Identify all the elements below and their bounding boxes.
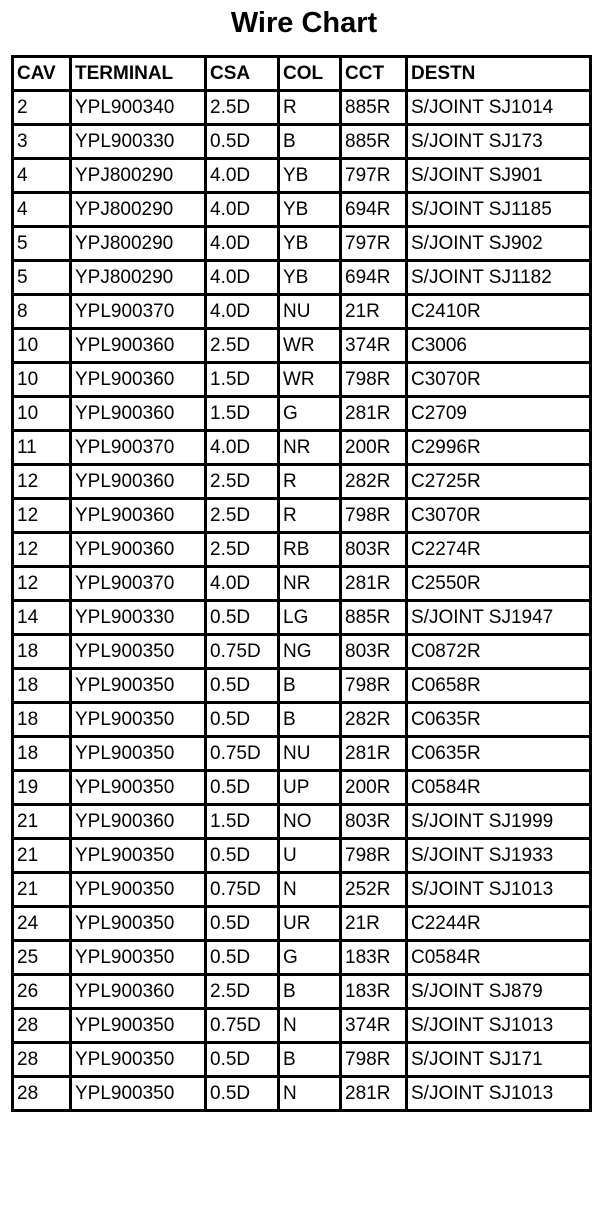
table-row bbox=[13, 873, 591, 907]
cell-destn: S/JOINT SJ879 bbox=[407, 975, 591, 1009]
cell-cct: 200R bbox=[341, 771, 407, 805]
cell-csa: 0.5D bbox=[206, 703, 279, 737]
cell-col: LG bbox=[279, 601, 341, 635]
cell-csa: 2.5D bbox=[206, 329, 279, 363]
cell-col: WR bbox=[279, 363, 341, 397]
cell-csa: 0.5D bbox=[206, 601, 279, 635]
cell-csa: 0.75D bbox=[206, 873, 279, 907]
table-row bbox=[13, 499, 591, 533]
cell-terminal: YPL900350 bbox=[71, 907, 206, 941]
cell-cav: 11 bbox=[13, 431, 71, 465]
table-row bbox=[13, 329, 591, 363]
cell-col: G bbox=[279, 941, 341, 975]
cell-destn: S/JOINT SJ1185 bbox=[407, 193, 591, 227]
cell-cav: 25 bbox=[13, 941, 71, 975]
cell-cct: 885R bbox=[341, 601, 407, 635]
header-terminal: TERMINAL bbox=[71, 57, 206, 91]
cell-cct: 885R bbox=[341, 91, 407, 125]
table-row bbox=[13, 975, 591, 1009]
table-row bbox=[13, 227, 591, 261]
cell-csa: 0.5D bbox=[206, 907, 279, 941]
table-row bbox=[13, 261, 591, 295]
cell-terminal: YPL900330 bbox=[71, 125, 206, 159]
cell-cav: 21 bbox=[13, 839, 71, 873]
cell-cct: 252R bbox=[341, 873, 407, 907]
table-row bbox=[13, 465, 591, 499]
cell-cav: 14 bbox=[13, 601, 71, 635]
cell-destn: C3006 bbox=[407, 329, 591, 363]
cell-destn: S/JOINT SJ1933 bbox=[407, 839, 591, 873]
cell-destn: S/JOINT SJ173 bbox=[407, 125, 591, 159]
cell-cct: 694R bbox=[341, 261, 407, 295]
cell-csa: 4.0D bbox=[206, 431, 279, 465]
table-row bbox=[13, 771, 591, 805]
cell-destn: S/JOINT SJ1013 bbox=[407, 1009, 591, 1043]
cell-col: NU bbox=[279, 295, 341, 329]
cell-col: NU bbox=[279, 737, 341, 771]
cell-cav: 4 bbox=[13, 193, 71, 227]
cell-col: G bbox=[279, 397, 341, 431]
cell-destn: C2550R bbox=[407, 567, 591, 601]
cell-cct: 798R bbox=[341, 1043, 407, 1077]
wire-chart-table bbox=[11, 55, 592, 1112]
cell-destn: C3070R bbox=[407, 499, 591, 533]
cell-destn: C3070R bbox=[407, 363, 591, 397]
cell-col: YB bbox=[279, 193, 341, 227]
cell-cct: 374R bbox=[341, 1009, 407, 1043]
header-destn: DESTN bbox=[407, 57, 591, 91]
cell-destn: C2244R bbox=[407, 907, 591, 941]
table-row bbox=[13, 363, 591, 397]
table-row bbox=[13, 91, 591, 125]
cell-destn: S/JOINT SJ1013 bbox=[407, 1077, 591, 1111]
table-row bbox=[13, 805, 591, 839]
cell-cav: 28 bbox=[13, 1009, 71, 1043]
cell-csa: 2.5D bbox=[206, 91, 279, 125]
table-row bbox=[13, 533, 591, 567]
cell-destn: C0872R bbox=[407, 635, 591, 669]
cell-terminal: YPL900350 bbox=[71, 669, 206, 703]
cell-cct: 282R bbox=[341, 465, 407, 499]
cell-cct: 798R bbox=[341, 839, 407, 873]
cell-csa: 1.5D bbox=[206, 805, 279, 839]
cell-csa: 4.0D bbox=[206, 227, 279, 261]
cell-terminal: YPJ800290 bbox=[71, 261, 206, 295]
cell-cav: 21 bbox=[13, 805, 71, 839]
cell-cct: 281R bbox=[341, 737, 407, 771]
cell-cav: 26 bbox=[13, 975, 71, 1009]
cell-destn: S/JOINT SJ1947 bbox=[407, 601, 591, 635]
cell-cav: 18 bbox=[13, 703, 71, 737]
cell-terminal: YPL900350 bbox=[71, 839, 206, 873]
cell-col: WR bbox=[279, 329, 341, 363]
cell-cct: 21R bbox=[341, 295, 407, 329]
cell-col: NO bbox=[279, 805, 341, 839]
cell-csa: 0.5D bbox=[206, 669, 279, 703]
cell-cav: 12 bbox=[13, 465, 71, 499]
cell-terminal: YPL900360 bbox=[71, 975, 206, 1009]
cell-col: YB bbox=[279, 159, 341, 193]
cell-cct: 282R bbox=[341, 703, 407, 737]
cell-cct: 281R bbox=[341, 1077, 407, 1111]
cell-csa: 0.75D bbox=[206, 635, 279, 669]
cell-col: UP bbox=[279, 771, 341, 805]
table-row bbox=[13, 159, 591, 193]
cell-terminal: YPL900370 bbox=[71, 567, 206, 601]
cell-cct: 798R bbox=[341, 669, 407, 703]
cell-destn: S/JOINT SJ1014 bbox=[407, 91, 591, 125]
table-body bbox=[13, 91, 591, 1111]
cell-terminal: YPL900350 bbox=[71, 941, 206, 975]
cell-cct: 183R bbox=[341, 975, 407, 1009]
cell-csa: 0.5D bbox=[206, 1043, 279, 1077]
header-cav: CAV bbox=[13, 57, 71, 91]
cell-col: NR bbox=[279, 567, 341, 601]
cell-destn: S/JOINT SJ171 bbox=[407, 1043, 591, 1077]
cell-cav: 10 bbox=[13, 329, 71, 363]
cell-cav: 12 bbox=[13, 499, 71, 533]
cell-csa: 4.0D bbox=[206, 295, 279, 329]
cell-cav: 12 bbox=[13, 533, 71, 567]
cell-cct: 798R bbox=[341, 363, 407, 397]
cell-cct: 797R bbox=[341, 227, 407, 261]
cell-destn: C2709 bbox=[407, 397, 591, 431]
table-row bbox=[13, 1077, 591, 1111]
cell-terminal: YPL900340 bbox=[71, 91, 206, 125]
cell-col: NG bbox=[279, 635, 341, 669]
cell-csa: 2.5D bbox=[206, 533, 279, 567]
table-row bbox=[13, 601, 591, 635]
cell-col: NR bbox=[279, 431, 341, 465]
cell-csa: 1.5D bbox=[206, 363, 279, 397]
cell-csa: 2.5D bbox=[206, 499, 279, 533]
cell-csa: 0.5D bbox=[206, 941, 279, 975]
cell-col: RB bbox=[279, 533, 341, 567]
cell-csa: 2.5D bbox=[206, 465, 279, 499]
cell-terminal: YPL900350 bbox=[71, 737, 206, 771]
table-row bbox=[13, 431, 591, 465]
cell-cct: 694R bbox=[341, 193, 407, 227]
cell-terminal: YPL900360 bbox=[71, 465, 206, 499]
cell-cav: 8 bbox=[13, 295, 71, 329]
cell-csa: 4.0D bbox=[206, 159, 279, 193]
cell-cct: 798R bbox=[341, 499, 407, 533]
cell-cct: 885R bbox=[341, 125, 407, 159]
cell-col: B bbox=[279, 975, 341, 1009]
cell-cav: 18 bbox=[13, 737, 71, 771]
cell-csa: 4.0D bbox=[206, 567, 279, 601]
cell-cav: 18 bbox=[13, 635, 71, 669]
cell-cct: 797R bbox=[341, 159, 407, 193]
table-row bbox=[13, 669, 591, 703]
cell-col: YB bbox=[279, 261, 341, 295]
cell-destn: S/JOINT SJ1999 bbox=[407, 805, 591, 839]
cell-destn: S/JOINT SJ902 bbox=[407, 227, 591, 261]
cell-csa: 4.0D bbox=[206, 261, 279, 295]
cell-destn: C0635R bbox=[407, 737, 591, 771]
page-title: Wire Chart bbox=[230, 7, 378, 39]
cell-destn: C0584R bbox=[407, 771, 591, 805]
cell-csa: 0.5D bbox=[206, 125, 279, 159]
cell-cct: 200R bbox=[341, 431, 407, 465]
cell-col: R bbox=[279, 91, 341, 125]
table-row bbox=[13, 941, 591, 975]
cell-terminal: YPL900350 bbox=[71, 873, 206, 907]
cell-cct: 281R bbox=[341, 397, 407, 431]
cell-csa: 0.75D bbox=[206, 1009, 279, 1043]
cell-destn: S/JOINT SJ901 bbox=[407, 159, 591, 193]
table-row bbox=[13, 193, 591, 227]
cell-cav: 28 bbox=[13, 1043, 71, 1077]
table-row bbox=[13, 737, 591, 771]
cell-terminal: YPL900350 bbox=[71, 1077, 206, 1111]
cell-col: N bbox=[279, 1077, 341, 1111]
cell-csa: 0.5D bbox=[206, 771, 279, 805]
cell-cav: 12 bbox=[13, 567, 71, 601]
cell-cct: 803R bbox=[341, 533, 407, 567]
header-csa: CSA bbox=[206, 57, 279, 91]
cell-col: YB bbox=[279, 227, 341, 261]
cell-cav: 21 bbox=[13, 873, 71, 907]
cell-destn: C2725R bbox=[407, 465, 591, 499]
table-row bbox=[13, 295, 591, 329]
cell-cct: 374R bbox=[341, 329, 407, 363]
cell-terminal: YPJ800290 bbox=[71, 159, 206, 193]
cell-cav: 2 bbox=[13, 91, 71, 125]
cell-cct: 21R bbox=[341, 907, 407, 941]
table-row bbox=[13, 1043, 591, 1077]
cell-terminal: YPL900370 bbox=[71, 431, 206, 465]
cell-terminal: YPL900350 bbox=[71, 771, 206, 805]
table-row bbox=[13, 125, 591, 159]
cell-cav: 24 bbox=[13, 907, 71, 941]
table-row bbox=[13, 635, 591, 669]
cell-terminal: YPL900330 bbox=[71, 601, 206, 635]
cell-cav: 5 bbox=[13, 261, 71, 295]
table-row bbox=[13, 703, 591, 737]
cell-destn: C2410R bbox=[407, 295, 591, 329]
table-row bbox=[13, 567, 591, 601]
cell-col: N bbox=[279, 1009, 341, 1043]
cell-terminal: YPL900360 bbox=[71, 499, 206, 533]
table-row bbox=[13, 397, 591, 431]
cell-cav: 3 bbox=[13, 125, 71, 159]
cell-terminal: YPL900350 bbox=[71, 1009, 206, 1043]
header-col: COL bbox=[279, 57, 341, 91]
cell-csa: 2.5D bbox=[206, 975, 279, 1009]
cell-col: N bbox=[279, 873, 341, 907]
cell-csa: 0.5D bbox=[206, 1077, 279, 1111]
cell-cav: 18 bbox=[13, 669, 71, 703]
cell-csa: 0.5D bbox=[206, 839, 279, 873]
cell-cav: 5 bbox=[13, 227, 71, 261]
cell-destn: C0635R bbox=[407, 703, 591, 737]
cell-col: R bbox=[279, 465, 341, 499]
cell-destn: S/JOINT SJ1182 bbox=[407, 261, 591, 295]
cell-cav: 10 bbox=[13, 397, 71, 431]
header-cct: CCT bbox=[341, 57, 407, 91]
cell-terminal: YPL900360 bbox=[71, 329, 206, 363]
cell-terminal: YPL900360 bbox=[71, 805, 206, 839]
cell-terminal: YPL900360 bbox=[71, 533, 206, 567]
cell-destn: C2996R bbox=[407, 431, 591, 465]
header-row bbox=[13, 57, 591, 91]
cell-csa: 0.75D bbox=[206, 737, 279, 771]
cell-terminal: YPL900350 bbox=[71, 1043, 206, 1077]
cell-destn: C2274R bbox=[407, 533, 591, 567]
cell-cav: 19 bbox=[13, 771, 71, 805]
cell-cav: 10 bbox=[13, 363, 71, 397]
cell-terminal: YPL900350 bbox=[71, 703, 206, 737]
cell-destn: C0658R bbox=[407, 669, 591, 703]
cell-cct: 183R bbox=[341, 941, 407, 975]
cell-terminal: YPL900360 bbox=[71, 397, 206, 431]
cell-col: B bbox=[279, 703, 341, 737]
cell-terminal: YPJ800290 bbox=[71, 193, 206, 227]
cell-destn: C0584R bbox=[407, 941, 591, 975]
cell-cav: 4 bbox=[13, 159, 71, 193]
cell-col: U bbox=[279, 839, 341, 873]
cell-terminal: YPL900360 bbox=[71, 363, 206, 397]
cell-col: B bbox=[279, 1043, 341, 1077]
cell-cct: 803R bbox=[341, 805, 407, 839]
cell-csa: 1.5D bbox=[206, 397, 279, 431]
table-row bbox=[13, 839, 591, 873]
cell-terminal: YPJ800290 bbox=[71, 227, 206, 261]
cell-col: B bbox=[279, 669, 341, 703]
cell-cav: 28 bbox=[13, 1077, 71, 1111]
cell-col: UR bbox=[279, 907, 341, 941]
cell-col: B bbox=[279, 125, 341, 159]
cell-col: R bbox=[279, 499, 341, 533]
cell-cct: 281R bbox=[341, 567, 407, 601]
cell-csa: 4.0D bbox=[206, 193, 279, 227]
cell-terminal: YPL900370 bbox=[71, 295, 206, 329]
cell-terminal: YPL900350 bbox=[71, 635, 206, 669]
table-row bbox=[13, 907, 591, 941]
cell-destn: S/JOINT SJ1013 bbox=[407, 873, 591, 907]
cell-cct: 803R bbox=[341, 635, 407, 669]
table-row bbox=[13, 1009, 591, 1043]
